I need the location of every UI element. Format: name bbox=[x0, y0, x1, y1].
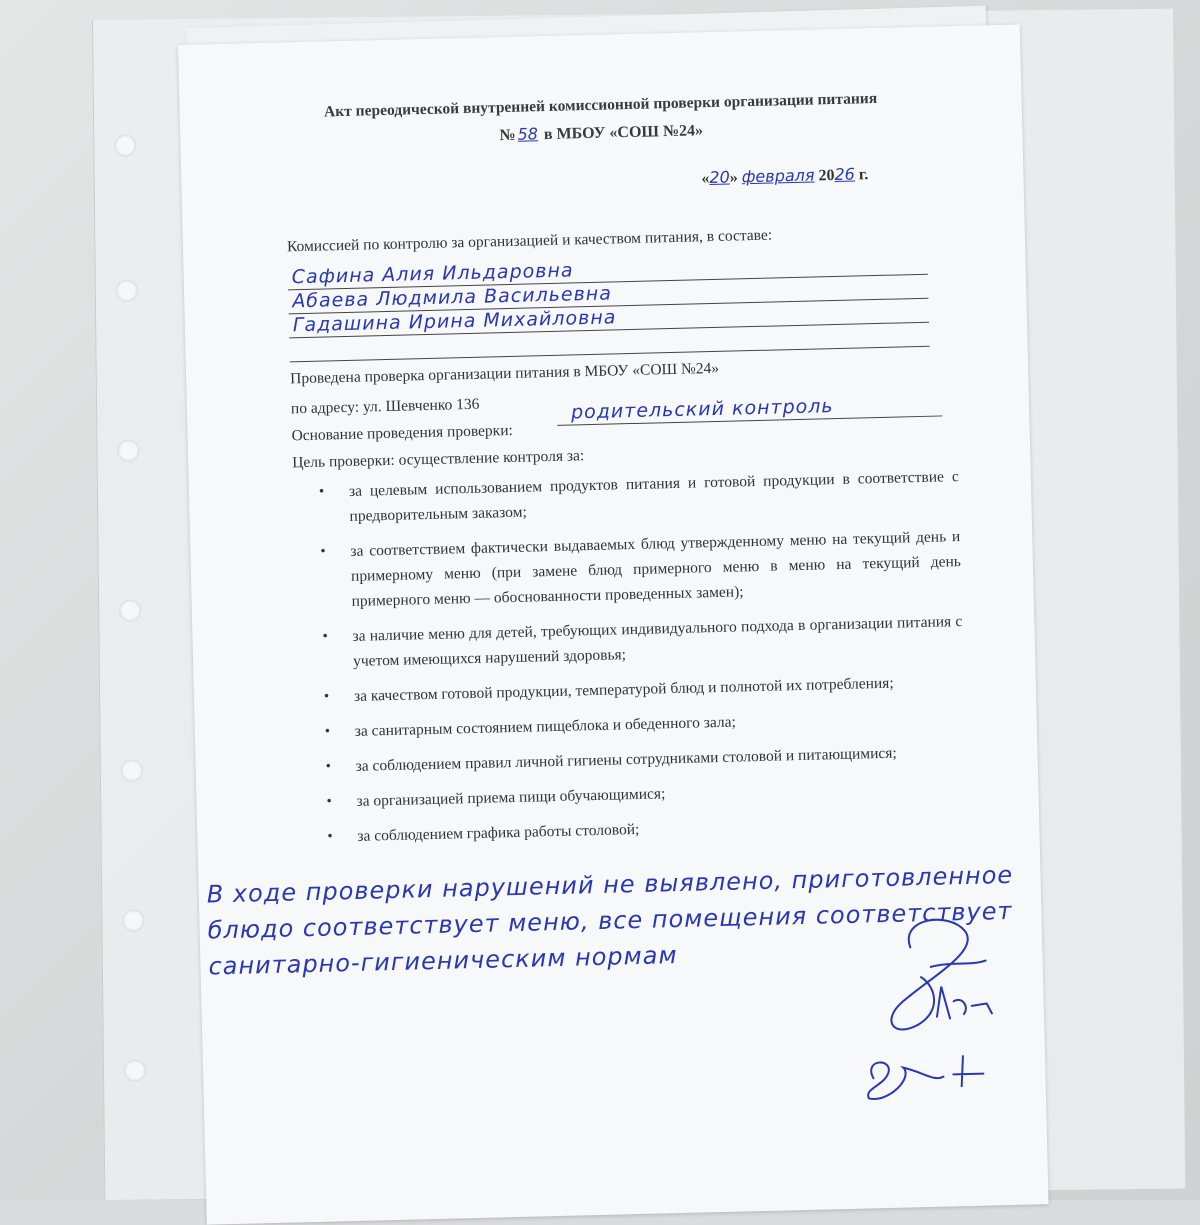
bullet-icon: • bbox=[318, 483, 325, 500]
member-2: Абаева Людмила Васильевна bbox=[292, 282, 613, 313]
member-1: Сафина Алия Ильдаровна bbox=[291, 259, 574, 289]
signature-2 bbox=[936, 985, 992, 1018]
signature-3 bbox=[867, 1056, 984, 1099]
date-day: 20 bbox=[709, 167, 730, 188]
punch-hole bbox=[117, 440, 139, 462]
bullet-icon: • bbox=[326, 793, 332, 810]
goal-text: за наличие меню для детей, требующих индивидуального подхода в организации питания с учетом имеющихся нарушений здоровья; bbox=[352, 613, 963, 670]
goal-label: Цель проверки: осуществление контроля за: bbox=[292, 447, 585, 472]
date-quote-close: » bbox=[729, 169, 738, 187]
bullet-icon: • bbox=[322, 628, 328, 645]
handwritten-conclusion: В ходе проверки нарушений не выявлено, приготовленное блюдо соответствует меню, все помещения соответствует санитарно-гигиеническим нормам bbox=[206, 860, 1014, 981]
punch-hole bbox=[121, 760, 143, 782]
punch-hole bbox=[122, 910, 144, 932]
date-year-suffix: 26 bbox=[834, 164, 856, 184]
basis-value: родительский контроль bbox=[570, 395, 834, 424]
bullet-icon: • bbox=[323, 688, 330, 705]
signatures bbox=[839, 904, 1044, 1109]
goal-text: за соблюдением графика работы столовой; bbox=[357, 820, 640, 845]
member-3: Гадашина Ирина Михайловна bbox=[292, 306, 617, 337]
list-item bbox=[320, 524, 962, 615]
commission-label: Комиссией по контролю за организацией и качеством питания, в составе: bbox=[286, 226, 773, 256]
school-name: в МБОУ «СОШ №24» bbox=[543, 122, 704, 144]
goal-text: за качеством готовой продукции, температурой блюд и полнотой их потребления; bbox=[353, 674, 894, 705]
document-date bbox=[701, 164, 868, 188]
punch-hole bbox=[116, 280, 138, 302]
date-year-mark: г. bbox=[858, 166, 869, 184]
list-item bbox=[324, 669, 964, 710]
bullet-icon: • bbox=[320, 543, 326, 560]
list-item bbox=[319, 464, 960, 530]
act-number: 58 bbox=[517, 124, 539, 144]
bullet-icon: • bbox=[324, 723, 331, 740]
bullet-icon: • bbox=[325, 758, 332, 775]
document-title: Акт переодической внутренней комиссионной проверки организации питания bbox=[323, 89, 878, 121]
date-quote-open: « bbox=[701, 170, 710, 188]
basis-label: Основание проведения проверки: bbox=[291, 421, 514, 445]
punch-hole bbox=[114, 135, 136, 157]
date-month: февраля bbox=[741, 165, 815, 187]
goal-text: за соответствием фактически выдаваемых блюд утвержденному меню на текущий день и примерному меню (при замене блюд примерного меню в меню на текущий день примерного меню — обоснованности проведенных замен); bbox=[350, 528, 962, 610]
inspection-line: Проведена проверка организации питания в МБОУ «СОШ №24» bbox=[289, 359, 720, 388]
list-item bbox=[326, 774, 966, 815]
list-item bbox=[325, 704, 965, 745]
bullet-icon: • bbox=[327, 828, 333, 845]
list-item bbox=[327, 809, 967, 850]
list-item bbox=[325, 739, 965, 780]
punch-hole bbox=[124, 1059, 146, 1081]
member-line bbox=[290, 346, 930, 363]
punch-hole bbox=[119, 600, 141, 622]
number-sign: № bbox=[499, 126, 516, 145]
date-year-prefix: 20 bbox=[818, 167, 835, 185]
act-document bbox=[178, 24, 1049, 1224]
goal-list bbox=[319, 464, 968, 860]
goal-text: за соблюдением правил личной гигиены сотрудниками столовой и питающимися; bbox=[355, 744, 897, 775]
list-item bbox=[322, 609, 963, 675]
goal-text: за организацией приема пищи обучающимися; bbox=[356, 785, 666, 810]
goal-text: за целевым использованием продуктов питания и готовой продукции в соответствие с предворительным заказом; bbox=[348, 468, 959, 525]
goal-text: за санитарным состоянием пищеблока и обеденного зала; bbox=[354, 713, 737, 740]
address-line: по адресу: ул. Шевченко 136 bbox=[290, 395, 480, 418]
